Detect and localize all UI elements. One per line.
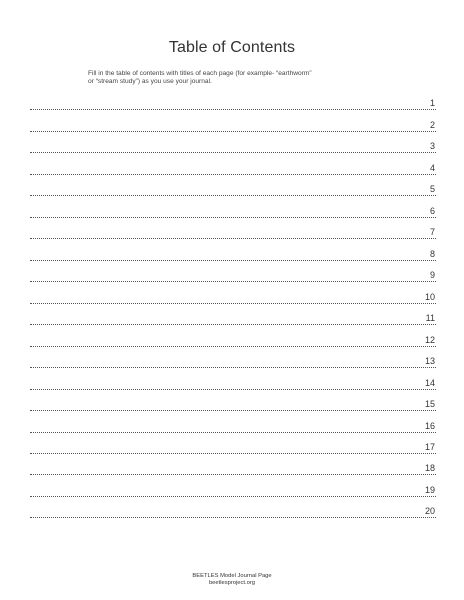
toc-row	[30, 93, 436, 114]
instructions-line-2: or “stream study”) as you use your journal.	[88, 78, 212, 86]
toc-entry-line[interactable]	[30, 410, 436, 411]
toc-page-number: 8	[429, 248, 435, 259]
toc-entry-line[interactable]	[30, 453, 436, 454]
toc-row	[30, 415, 436, 436]
toc-row	[30, 372, 436, 393]
toc-row	[30, 308, 436, 329]
toc-row	[30, 351, 436, 372]
toc-page-number: 13	[424, 356, 435, 367]
toc-page-number: 6	[429, 205, 435, 216]
toc-page-number: 14	[424, 377, 435, 388]
toc-row	[30, 114, 436, 135]
toc-entry-line[interactable]	[30, 389, 436, 390]
toc-entry-line[interactable]	[30, 195, 436, 196]
toc-list	[30, 93, 436, 522]
toc-entry-line[interactable]	[30, 152, 436, 153]
toc-row	[30, 501, 436, 522]
toc-entry-line[interactable]	[30, 109, 436, 110]
toc-entry-line[interactable]	[30, 474, 436, 475]
toc-row	[30, 329, 436, 350]
toc-entry-line[interactable]	[30, 174, 436, 175]
toc-row	[30, 179, 436, 200]
toc-page-number: 2	[429, 119, 435, 130]
toc-page-number: 1	[429, 98, 435, 109]
footer-title: BEETLES Model Journal Page	[192, 573, 272, 579]
toc-entry-line[interactable]	[30, 346, 436, 347]
toc-entry-line[interactable]	[30, 496, 436, 497]
toc-row	[30, 437, 436, 458]
toc-page-number: 16	[424, 420, 435, 431]
toc-page-number: 18	[424, 463, 435, 474]
toc-entry-line[interactable]	[30, 324, 436, 325]
toc-page-number: 7	[429, 227, 435, 238]
toc-row	[30, 265, 436, 286]
footer-url: beetlesproject.org	[208, 580, 256, 586]
toc-page-number: 20	[424, 506, 435, 517]
toc-page-number: 9	[429, 270, 435, 281]
instructions-text	[88, 70, 388, 86]
toc-entry-line[interactable]	[30, 281, 436, 282]
toc-row	[30, 286, 436, 307]
toc-row	[30, 458, 436, 479]
toc-entry-line[interactable]	[30, 238, 436, 239]
toc-page-number: 11	[425, 313, 435, 324]
toc-entry-line[interactable]	[30, 517, 436, 518]
instructions-line-1: Fill in the table of contents with titles of each page (for example- “earthworm”	[88, 70, 312, 77]
toc-row	[30, 222, 436, 243]
toc-entry-line[interactable]	[30, 217, 436, 218]
toc-page-number: 15	[424, 399, 435, 410]
toc-page-number: 10	[424, 291, 435, 302]
toc-page-number: 5	[429, 184, 435, 195]
toc-entry-line[interactable]	[30, 367, 436, 368]
toc-page-number: 3	[429, 141, 435, 152]
footer	[0, 573, 464, 587]
toc-entry-line[interactable]	[30, 131, 436, 132]
toc-page-number: 4	[429, 162, 435, 173]
toc-row	[30, 136, 436, 157]
toc-page-number: 17	[424, 441, 435, 452]
toc-entry-line[interactable]	[30, 432, 436, 433]
toc-row	[30, 243, 436, 264]
toc-row	[30, 200, 436, 221]
toc-row	[30, 157, 436, 178]
toc-page-number: 12	[424, 334, 435, 345]
page-title: Table of Contents	[168, 39, 296, 56]
toc-row	[30, 479, 436, 500]
toc-page-number: 19	[424, 484, 435, 495]
toc-entry-line[interactable]	[30, 260, 436, 261]
toc-row	[30, 394, 436, 415]
toc-entry-line[interactable]	[30, 303, 436, 304]
